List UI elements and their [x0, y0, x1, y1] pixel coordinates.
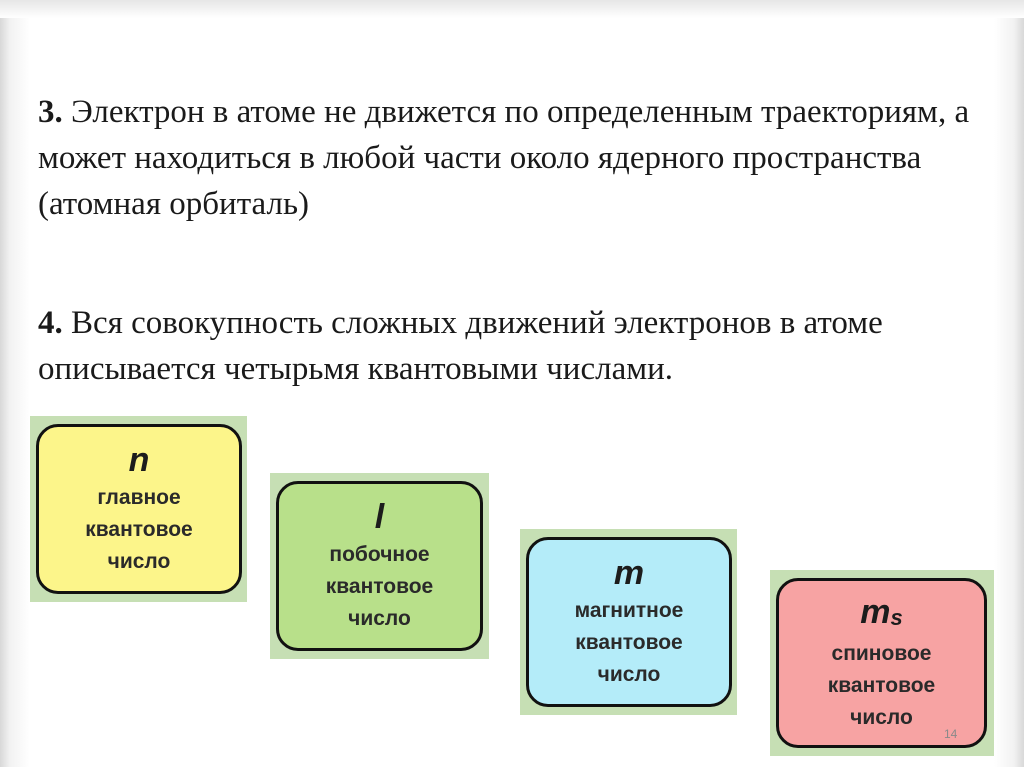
card-magnetic-quantum-number — [526, 537, 732, 707]
card-azimuthal-quantum-number — [276, 481, 483, 651]
card-ms-line1: спиновое — [831, 642, 932, 665]
card-m-symbol: m — [613, 554, 645, 592]
card-l-line2: квантовое — [325, 575, 434, 598]
paragraph-3-number: 3. — [38, 94, 63, 130]
card-n-line2: квантовое — [85, 518, 193, 541]
card-ms-symbol — [860, 592, 902, 636]
card-l-symbol: l — [374, 498, 385, 536]
paragraph-4 — [38, 300, 988, 392]
paragraph-3 — [38, 89, 988, 227]
page-number: 14 — [944, 727, 958, 741]
card-n-line1: главное — [97, 486, 181, 509]
card-l-line3: число — [348, 607, 411, 630]
card-ms-line2: квантовое — [827, 674, 936, 697]
card-n-line3: число — [107, 550, 171, 573]
card-ms-line3: число — [850, 706, 913, 729]
card-l-line1: побочное — [329, 543, 430, 566]
card-spin-quantum-number — [776, 578, 987, 748]
paragraph-4-number: 4. — [38, 305, 63, 341]
paragraph-4-text: Вся совокупность сложных движений электронов в атоме описывается четырьмя квантовыми числами. — [38, 305, 883, 387]
card-n-symbol: n — [128, 441, 150, 479]
card-ms-symbol-base: m — [860, 593, 891, 631]
card-m-line2: квантовое — [575, 631, 683, 654]
card-m-line1: магнитное — [574, 599, 684, 622]
card-principal-quantum-number — [36, 424, 242, 594]
card-ms-symbol-subscript: s — [890, 605, 903, 630]
paragraph-3-text: Электрон в атоме не движется по определенным траекториям, а может находиться в любой части около ядерного пространства (атомная орбиталь) — [38, 94, 970, 222]
slide-top-shade — [0, 0, 1024, 18]
card-m-line3: число — [597, 663, 661, 686]
